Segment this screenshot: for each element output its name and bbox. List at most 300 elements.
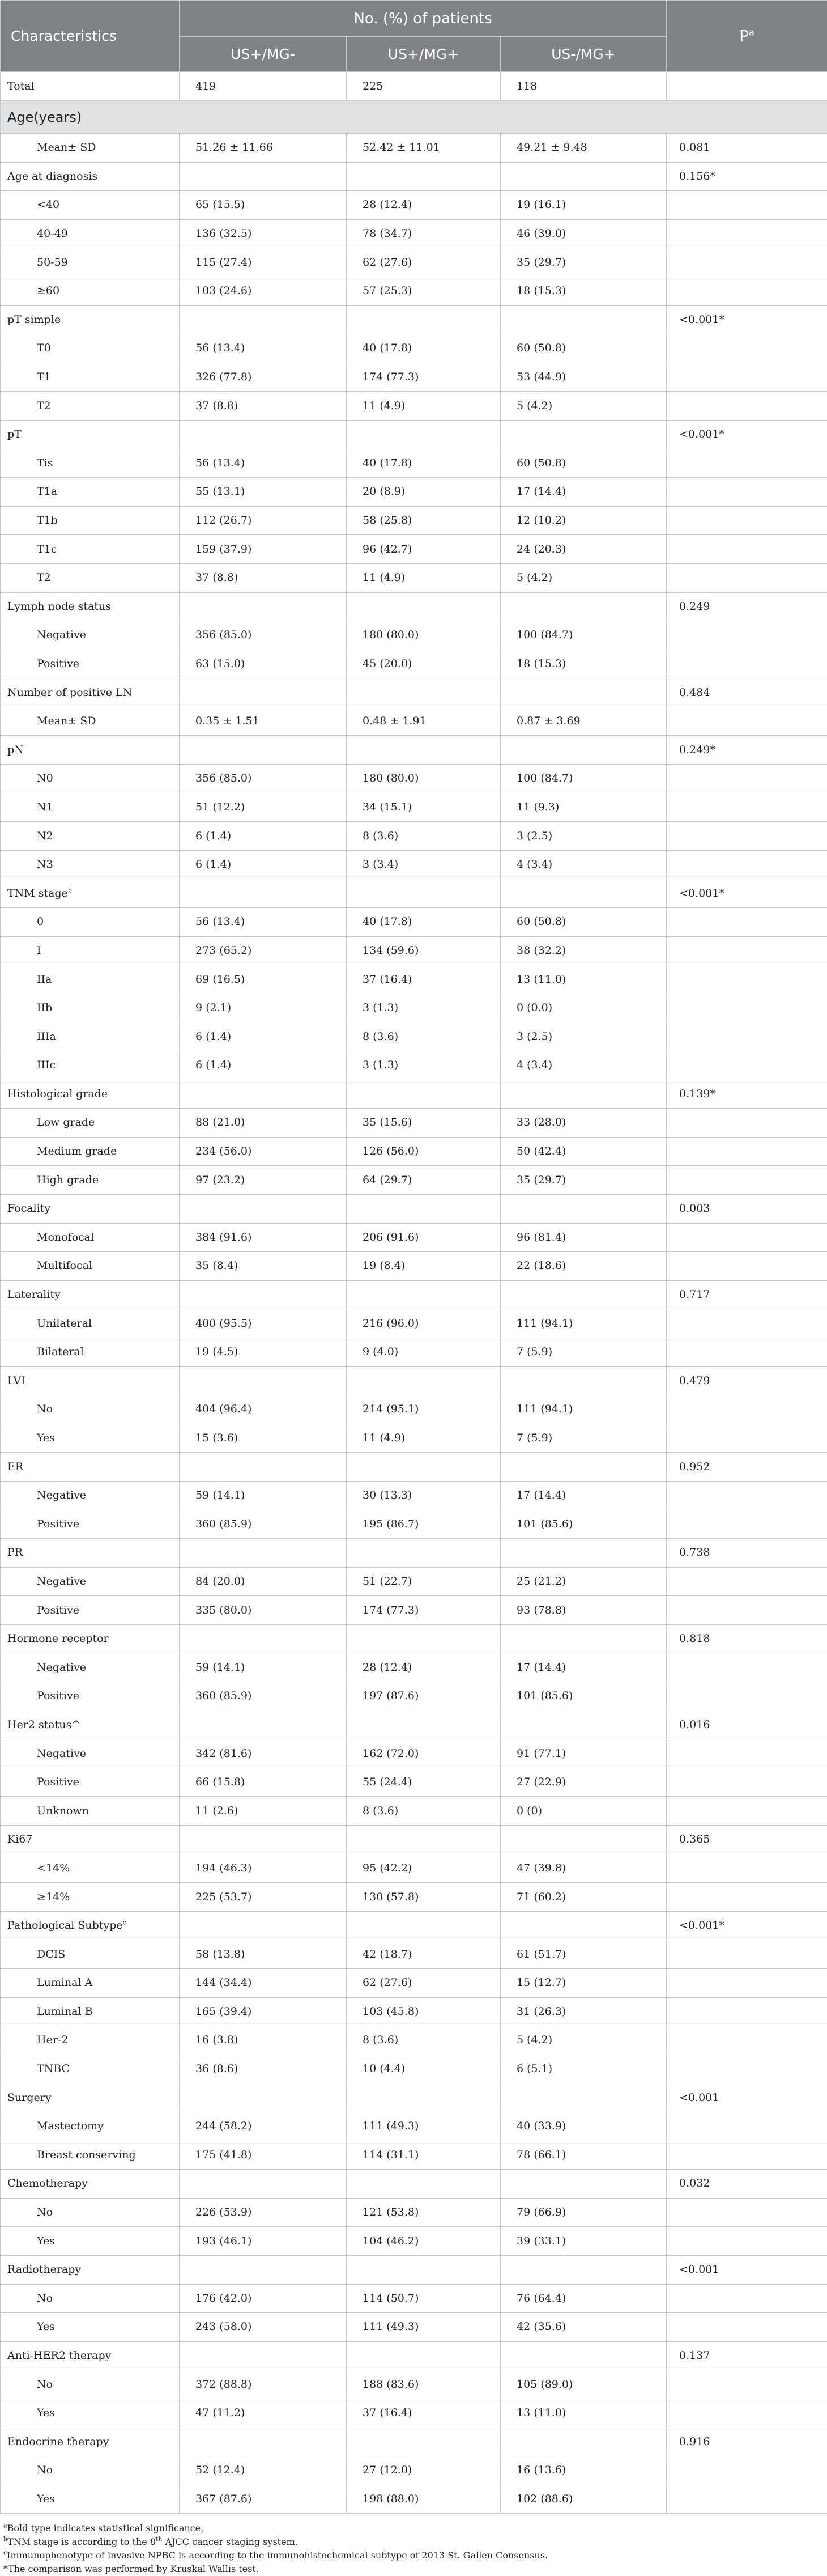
value-cell xyxy=(180,736,347,765)
value-cell: 3 (3.4) xyxy=(347,850,501,879)
row-label xyxy=(1,1166,180,1195)
table-subrow xyxy=(1,2227,827,2256)
value-cell: 95 (42.2) xyxy=(347,1854,501,1883)
value-cell: 360 (85.9) xyxy=(180,1510,347,1539)
row-label-text: N2 xyxy=(37,830,53,842)
value-cell xyxy=(180,1080,347,1109)
row-label-text: Chemotherapy xyxy=(7,2177,88,2189)
value-cell xyxy=(347,1826,501,1854)
row-label-text: Endocrine therapy xyxy=(7,2435,109,2448)
row-label-text: Medium grade xyxy=(37,1145,117,1157)
value-cell: 22 (18.6) xyxy=(501,1252,667,1281)
value-cell: 37 (16.4) xyxy=(347,965,501,994)
footnote-text: *The comparison was performed by Kruskal Wallis test. xyxy=(3,2564,259,2574)
value-cell: 45 (20.0) xyxy=(347,650,501,678)
row-label-text: Luminal A xyxy=(37,1976,92,1989)
value-cell: 134 (59.6) xyxy=(347,936,501,965)
p-value-cell: 0.081 xyxy=(667,134,827,163)
row-label xyxy=(1,506,180,535)
row-label xyxy=(1,1051,180,1080)
value-cell xyxy=(180,1194,347,1223)
row-label xyxy=(1,563,180,592)
row-label-text: No xyxy=(37,1403,53,1415)
row-label xyxy=(1,2370,180,2399)
row-label xyxy=(1,850,180,879)
value-cell: 55 (13.1) xyxy=(180,478,347,507)
row-label-text: Mastectomy xyxy=(37,2120,104,2132)
value-cell: 101 (85.6) xyxy=(501,1682,667,1711)
p-value-cell xyxy=(667,2198,827,2227)
value-cell: 8 (3.6) xyxy=(347,1797,501,1826)
value-cell: 63 (15.0) xyxy=(180,650,347,678)
row-label xyxy=(1,1510,180,1539)
value-cell: 56 (13.4) xyxy=(180,334,347,363)
row-label xyxy=(1,2341,180,2370)
value-cell xyxy=(501,2170,667,2199)
p-value-cell: 0.365 xyxy=(667,1826,827,1854)
value-cell: 91 (77.1) xyxy=(501,1739,667,1768)
row-label xyxy=(1,1883,180,1912)
value-cell: 175 (41.8) xyxy=(180,2141,347,2170)
row-label-text: Radiotherapy xyxy=(7,2263,81,2276)
row-label-text: No xyxy=(37,2292,53,2305)
row-label xyxy=(1,621,180,650)
row-label-text: Positive xyxy=(37,1690,79,1702)
value-cell: 7 (5.9) xyxy=(501,1424,667,1453)
value-cell: 360 (85.9) xyxy=(180,1682,347,1711)
table-subrow xyxy=(1,621,827,650)
table-subrow xyxy=(1,822,827,851)
header-p-value xyxy=(667,1,827,72)
row-label-text: pT xyxy=(7,428,22,440)
row-label-text: Lymph node status xyxy=(7,600,111,613)
row-label-text: T1b xyxy=(37,514,58,527)
value-cell: 13 (11.0) xyxy=(501,965,667,994)
table-subrow xyxy=(1,1166,827,1195)
p-value-cell xyxy=(667,449,827,478)
value-cell: 18 (15.3) xyxy=(501,277,667,305)
value-cell: 56 (13.4) xyxy=(180,449,347,478)
value-cell: 404 (96.4) xyxy=(180,1395,347,1424)
row-label-text: Negative xyxy=(37,1747,86,1760)
value-cell: 19 (16.1) xyxy=(501,191,667,220)
row-label-text: Focality xyxy=(7,1202,50,1215)
value-cell: 42 (35.6) xyxy=(501,2313,667,2342)
table-subrow xyxy=(1,1137,827,1166)
row-label xyxy=(1,420,180,449)
value-cell: 419 xyxy=(180,72,347,101)
table-row xyxy=(1,1826,827,1854)
value-cell: 53 (44.9) xyxy=(501,363,667,392)
row-label xyxy=(1,2227,180,2256)
value-cell: 112 (26.7) xyxy=(180,506,347,535)
value-cell: 46 (39.0) xyxy=(501,219,667,248)
value-cell: 58 (13.8) xyxy=(180,1940,347,1969)
row-label xyxy=(1,1624,180,1653)
p-value-cell xyxy=(667,2313,827,2342)
table-subrow xyxy=(1,2313,827,2342)
p-value-cell: 0.032 xyxy=(667,2170,827,2199)
value-cell: 11 (2.6) xyxy=(180,1797,347,1826)
value-cell: 0 (0.0) xyxy=(501,994,667,1022)
value-cell xyxy=(347,2170,501,2199)
value-cell: 16 (13.6) xyxy=(501,2456,667,2485)
value-cell: 384 (91.6) xyxy=(180,1223,347,1252)
table-header xyxy=(1,1,827,72)
value-cell: 136 (32.5) xyxy=(180,219,347,248)
table-subrow xyxy=(1,506,827,535)
value-cell xyxy=(180,879,347,908)
table-row xyxy=(1,2341,827,2370)
row-label-text: Histological grade xyxy=(7,1088,108,1100)
value-cell xyxy=(347,2341,501,2370)
value-cell: 226 (53.9) xyxy=(180,2198,347,2227)
value-cell xyxy=(180,420,347,449)
value-cell: 42 (18.7) xyxy=(347,1940,501,1969)
table-row xyxy=(1,1911,827,1940)
p-value-cell: 0.249 xyxy=(667,592,827,621)
value-cell: 78 (66.1) xyxy=(501,2141,667,2170)
row-label-text: T1a xyxy=(37,485,57,498)
table-subrow xyxy=(1,994,827,1022)
row-label-text: Laterality xyxy=(7,1288,61,1301)
row-label-text: Tis xyxy=(37,457,53,469)
table-subrow xyxy=(1,2284,827,2313)
value-cell: 234 (56.0) xyxy=(180,1137,347,1166)
row-label-text: Unknown xyxy=(37,1805,89,1817)
row-label xyxy=(1,2198,180,2227)
row-label xyxy=(1,535,180,564)
table-row xyxy=(1,1366,827,1395)
value-cell: 10 (4.4) xyxy=(347,2055,501,2083)
table-subrow xyxy=(1,1309,827,1338)
value-cell xyxy=(347,736,501,765)
table-subrow xyxy=(1,248,827,277)
header-group-us-pos-mg-pos: US+/MG+ xyxy=(347,37,501,72)
row-label-text: 40-49 xyxy=(37,227,68,240)
p-value-cell xyxy=(667,1854,827,1883)
p-value-cell xyxy=(667,1338,827,1366)
row-label-text: Multifocal xyxy=(37,1259,92,1272)
p-value-cell xyxy=(667,72,827,101)
table-subrow xyxy=(1,2141,827,2170)
p-value-cell xyxy=(667,506,827,535)
value-cell: 78 (34.7) xyxy=(347,219,501,248)
value-cell: 56 (13.4) xyxy=(180,908,347,937)
value-cell: 61 (51.7) xyxy=(501,1940,667,1969)
row-label xyxy=(1,1080,180,1109)
row-label xyxy=(1,2313,180,2342)
table-row xyxy=(1,2255,827,2284)
row-label xyxy=(1,1309,180,1338)
table-subrow xyxy=(1,1109,827,1138)
p-value-cell xyxy=(667,965,827,994)
value-cell: 37 (16.4) xyxy=(347,2399,501,2428)
row-label-text: T2 xyxy=(37,571,51,584)
value-cell: 5 (4.2) xyxy=(501,563,667,592)
p-value-cell xyxy=(667,1768,827,1797)
row-label-text: Negative xyxy=(37,1661,86,1674)
value-cell: 4 (3.4) xyxy=(501,850,667,879)
table-row xyxy=(1,1539,827,1568)
footnote xyxy=(3,2522,827,2535)
row-label-text: Yes xyxy=(37,1432,55,1444)
p-value-cell xyxy=(667,2284,827,2313)
p-value-cell xyxy=(667,1567,827,1596)
row-label-text: IIa xyxy=(37,973,52,986)
row-label xyxy=(1,1826,180,1854)
value-cell: 367 (87.6) xyxy=(180,2485,347,2514)
value-cell xyxy=(180,1539,347,1568)
value-cell xyxy=(180,1826,347,1854)
p-value-cell xyxy=(667,2456,827,2485)
row-label xyxy=(1,2055,180,2083)
row-label-text: No xyxy=(37,2464,53,2476)
row-label xyxy=(1,1711,180,1739)
row-label xyxy=(1,478,180,507)
row-label-text: <14% xyxy=(37,1862,70,1874)
value-cell: 12 (10.2) xyxy=(501,506,667,535)
p-value-cell xyxy=(667,936,827,965)
value-cell: 335 (80.0) xyxy=(180,1596,347,1625)
row-label-text: Breast conserving xyxy=(37,2149,136,2161)
p-value-cell xyxy=(667,1510,827,1539)
table-subrow xyxy=(1,1768,827,1797)
value-cell xyxy=(501,305,667,334)
row-label-text: Positive xyxy=(37,657,79,670)
row-label-text: High grade xyxy=(37,1174,99,1186)
p-value-cell: 0.003 xyxy=(667,1194,827,1223)
footnote-text: AJCC cancer staging system. xyxy=(162,2536,297,2547)
row-label-text: Surgery xyxy=(7,2091,52,2104)
row-label-text: Negative xyxy=(37,1575,86,1588)
value-cell: 126 (56.0) xyxy=(347,1137,501,1166)
table-row xyxy=(1,162,827,191)
row-label-sup: c xyxy=(123,1919,126,1926)
table-row xyxy=(1,678,827,707)
value-cell: 193 (46.1) xyxy=(180,2227,347,2256)
table-subrow xyxy=(1,1223,827,1252)
value-cell: 8 (3.6) xyxy=(347,1022,501,1051)
table-subrow xyxy=(1,2485,827,2514)
value-cell: 11 (4.9) xyxy=(347,392,501,421)
row-label-text: Yes xyxy=(37,2493,55,2505)
value-cell: 15 (3.6) xyxy=(180,1424,347,1453)
row-label xyxy=(1,1338,180,1366)
row-label xyxy=(1,1940,180,1969)
value-cell: 356 (85.0) xyxy=(180,765,347,793)
row-label xyxy=(1,678,180,707)
table-row xyxy=(1,2170,827,2199)
value-cell: 66 (15.8) xyxy=(180,1768,347,1797)
table-row xyxy=(1,72,827,101)
p-value-cell xyxy=(667,219,827,248)
value-cell: 58 (25.8) xyxy=(347,506,501,535)
row-label-text: Monofocal xyxy=(37,1231,94,1244)
value-cell: 51 (22.7) xyxy=(347,1567,501,1596)
value-cell xyxy=(501,1366,667,1395)
row-label xyxy=(1,2255,180,2284)
row-label xyxy=(1,765,180,793)
row-label xyxy=(1,1137,180,1166)
p-value-cell xyxy=(667,850,827,879)
value-cell: 0.48 ± 1.91 xyxy=(347,707,501,736)
row-label xyxy=(1,1453,180,1482)
table-subrow xyxy=(1,707,827,736)
table-row xyxy=(1,1624,827,1653)
value-cell: 36 (8.6) xyxy=(180,2055,347,2083)
value-cell: 27 (12.0) xyxy=(347,2456,501,2485)
row-label-text: <40 xyxy=(37,198,59,211)
row-label-text: Low grade xyxy=(37,1116,95,1128)
value-cell: 40 (17.8) xyxy=(347,334,501,363)
table-subrow xyxy=(1,478,827,507)
row-label xyxy=(1,936,180,965)
p-value-cell xyxy=(667,2112,827,2141)
table-subrow xyxy=(1,1739,827,1768)
p-value-cell xyxy=(667,1137,827,1166)
value-cell: 0.35 ± 1.51 xyxy=(180,707,347,736)
row-label-text: Pathological Subtype xyxy=(7,1919,123,1932)
p-value-cell xyxy=(667,277,827,305)
value-cell xyxy=(347,592,501,621)
row-label xyxy=(1,1653,180,1682)
table-subrow xyxy=(1,936,827,965)
row-label xyxy=(1,2026,180,2055)
value-cell: 326 (77.8) xyxy=(180,363,347,392)
p-value-cell: <0.001* xyxy=(667,420,827,449)
p-value-cell: 0.156* xyxy=(667,162,827,191)
row-label xyxy=(1,793,180,822)
table-subrow xyxy=(1,1338,827,1366)
row-label-text: Positive xyxy=(37,1518,79,1530)
row-label-text: TNBC xyxy=(37,2063,70,2075)
row-label xyxy=(1,2170,180,2199)
row-label-text: Yes xyxy=(37,2407,55,2419)
row-label xyxy=(1,334,180,363)
value-cell xyxy=(180,305,347,334)
value-cell: 165 (39.4) xyxy=(180,1997,347,2026)
value-cell: 6 (1.4) xyxy=(180,1051,347,1080)
footnote-sup: th xyxy=(156,2536,163,2543)
p-value-cell: 0.916 xyxy=(667,2428,827,2456)
p-value-cell xyxy=(667,908,827,937)
row-label xyxy=(1,1109,180,1138)
value-cell xyxy=(347,1366,501,1395)
value-cell: 20 (8.9) xyxy=(347,478,501,507)
row-label-text: DCIS xyxy=(37,1948,65,1960)
value-cell: 60 (50.8) xyxy=(501,449,667,478)
value-cell: 38 (32.2) xyxy=(501,936,667,965)
value-cell: 114 (31.1) xyxy=(347,2141,501,2170)
value-cell: 31 (26.3) xyxy=(501,1997,667,2026)
value-cell xyxy=(180,2255,347,2284)
value-cell: 11 (9.3) xyxy=(501,793,667,822)
value-cell: 51.26 ± 11.66 xyxy=(180,134,347,163)
row-label xyxy=(1,1539,180,1568)
row-label xyxy=(1,1567,180,1596)
value-cell: 100 (84.7) xyxy=(501,765,667,793)
p-value-cell: 0.952 xyxy=(667,1453,827,1482)
row-label-text: T1c xyxy=(37,543,57,555)
row-label-text: IIIa xyxy=(37,1030,56,1043)
value-cell: 57 (25.3) xyxy=(347,277,501,305)
value-cell: 40 (17.8) xyxy=(347,449,501,478)
value-cell xyxy=(347,1711,501,1739)
row-label-text: T2 xyxy=(37,400,51,412)
footnote xyxy=(3,2562,827,2576)
value-cell xyxy=(501,2341,667,2370)
table-subrow xyxy=(1,1252,827,1281)
value-cell: 60 (50.8) xyxy=(501,908,667,937)
value-cell: 51 (12.2) xyxy=(180,793,347,822)
footnote-text: Bold type indicates statistical significance. xyxy=(7,2523,204,2533)
value-cell: 111 (49.3) xyxy=(347,2112,501,2141)
value-cell xyxy=(501,1080,667,1109)
row-label xyxy=(1,1797,180,1826)
row-label-text: Ki67 xyxy=(7,1833,32,1845)
value-cell: 7 (5.9) xyxy=(501,1338,667,1366)
row-label-text: Her2 status^ xyxy=(7,1718,80,1731)
row-label xyxy=(1,650,180,678)
p-value-cell xyxy=(667,1051,827,1080)
row-label xyxy=(1,277,180,305)
row-label xyxy=(1,363,180,392)
value-cell: 79 (66.9) xyxy=(501,2198,667,2227)
p-value-cell xyxy=(667,1481,827,1510)
p-value-cell xyxy=(667,535,827,564)
row-label-text: N1 xyxy=(37,801,53,813)
row-label-text: LVI xyxy=(7,1374,25,1387)
row-label xyxy=(1,219,180,248)
value-cell: 194 (46.3) xyxy=(180,1854,347,1883)
row-label-text: pN xyxy=(7,744,24,756)
row-label-text: 0 xyxy=(37,915,44,928)
row-label xyxy=(1,1768,180,1797)
table-subrow xyxy=(1,1997,827,2026)
row-label-sup: b xyxy=(68,886,72,894)
row-label-text: Her-2 xyxy=(37,2034,68,2046)
value-cell: 114 (50.7) xyxy=(347,2284,501,2313)
row-label xyxy=(1,1022,180,1051)
value-cell: 17 (14.4) xyxy=(501,1481,667,1510)
value-cell xyxy=(347,2083,501,2112)
row-label xyxy=(1,449,180,478)
table-subrow xyxy=(1,2112,827,2141)
table-subrow xyxy=(1,191,827,220)
value-cell: 400 (95.5) xyxy=(180,1309,347,1338)
value-cell: 11 (4.9) xyxy=(347,563,501,592)
value-cell xyxy=(347,420,501,449)
row-label xyxy=(1,1739,180,1768)
value-cell: 225 xyxy=(347,72,501,101)
table-subrow xyxy=(1,2399,827,2428)
p-value-cell: <0.001* xyxy=(667,1911,827,1940)
value-cell xyxy=(501,2428,667,2456)
footnote xyxy=(3,2549,827,2562)
value-cell: 356 (85.0) xyxy=(180,621,347,650)
value-cell: 0.87 ± 3.69 xyxy=(501,707,667,736)
table-row xyxy=(1,592,827,621)
value-cell: 3 (2.5) xyxy=(501,1022,667,1051)
value-cell: 115 (27.4) xyxy=(180,248,347,277)
value-cell: 105 (89.0) xyxy=(501,2370,667,2399)
value-cell: 11 (4.9) xyxy=(347,1424,501,1453)
p-value-cell: <0.001* xyxy=(667,305,827,334)
p-value-cell xyxy=(667,1424,827,1453)
row-label xyxy=(1,1223,180,1252)
p-value-cell xyxy=(667,2055,827,2083)
